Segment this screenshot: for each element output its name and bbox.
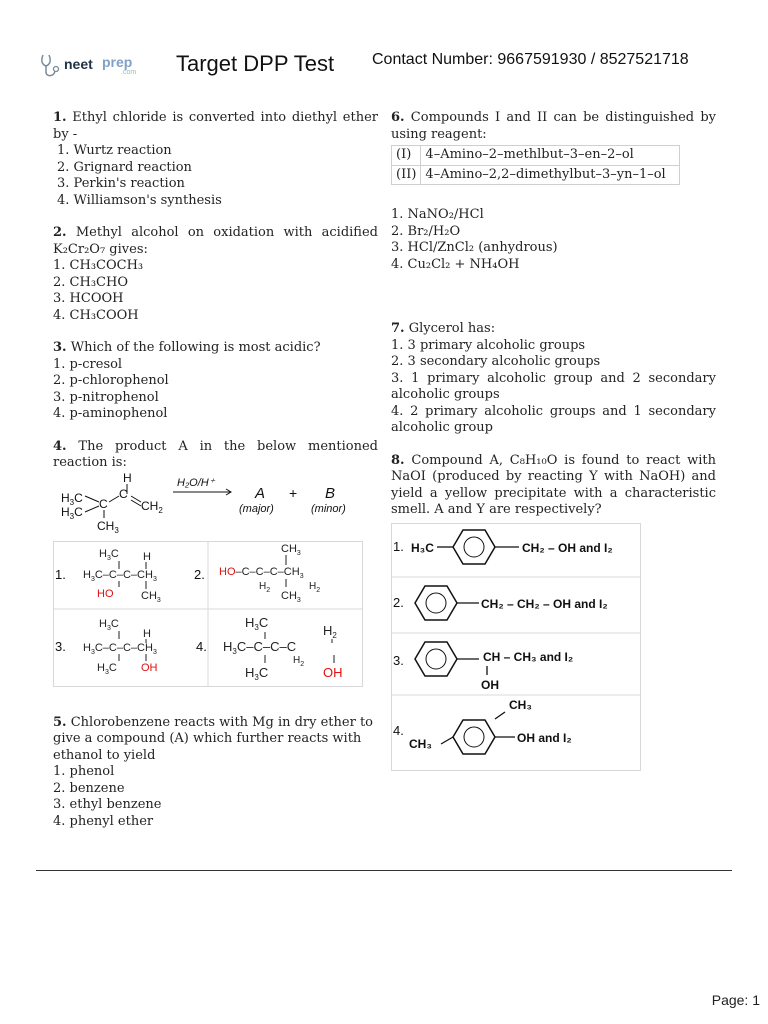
svg-text:C: C	[99, 496, 108, 511]
atom-label: H	[123, 471, 132, 485]
option-1: 1. p-cresol	[53, 356, 123, 372]
product-b-label: B	[325, 484, 336, 502]
q8-options-grid	[391, 523, 641, 771]
option-4-structure	[223, 615, 343, 682]
option-3: 3. ethyl benzene	[53, 797, 162, 812]
question-8	[391, 453, 716, 777]
benzene-ring-icon	[453, 720, 495, 754]
option-3-structure	[83, 618, 158, 676]
option-4: 4. phenyl ether	[53, 813, 154, 829]
table-cell-id: (II)	[392, 165, 421, 185]
svg-text:CH3: $CH_3$	[281, 590, 301, 604]
svg-text:CH3: $CH_3$	[141, 590, 161, 604]
svg-text:CH₃: CH₃	[509, 697, 532, 712]
svg-text:H3C: $H_3C$	[99, 548, 119, 562]
option-label: 4.	[196, 639, 207, 654]
question-4	[53, 439, 378, 693]
option-3: 3. HCl/ZnCl₂ (anhydrous)	[391, 240, 558, 255]
minor-label: (minor)	[311, 502, 346, 515]
option-2: 2. 3 secondary alcoholic groups	[391, 354, 601, 369]
page-header	[0, 0, 768, 100]
logo-prep-text: prep	[102, 54, 133, 70]
option-1: 1. CH₃COCH₃	[53, 258, 144, 273]
option-2: 2. Grignard reaction	[57, 159, 192, 175]
svg-text:H3C–C–C–C: $H_3C-C-C-C$	[223, 639, 297, 656]
option-2: 2. CH₃CHO	[53, 274, 128, 290]
svg-text:CH₃: CH₃	[409, 736, 432, 751]
option-label: 2.	[393, 594, 404, 610]
svg-text:OH: OH	[323, 665, 343, 680]
svg-text:OH: OH	[481, 677, 499, 692]
svg-text:CH₂ – OH and I₂: CH₂ – OH and I₂	[522, 540, 613, 555]
option-label: 1.	[393, 538, 404, 554]
option-1-structure	[411, 530, 613, 564]
question-1	[53, 110, 378, 209]
svg-text:H3C: $H_3C$	[245, 615, 269, 632]
option-1: 1. 3 primary alcoholic groups	[391, 337, 586, 353]
question-text: Methyl alcohol on oxidation with acidified K₂Cr₂O₇ gives:	[53, 225, 378, 257]
svg-text:CH₂ – CH₂ – OH and I₂: CH₂ – CH₂ – OH and I₂	[481, 596, 608, 611]
option-3: 3. Perkin's reaction	[57, 176, 185, 191]
svg-text:H3C: $H_3C$	[97, 662, 117, 676]
question-text: Compound A, C₈H₁₀O is found to react with NaOI (produced by reacting Y with NaOH) and yield a yellow precipitate with a characteristic smell. A and Y are respectively?	[391, 452, 716, 517]
svg-text:OH and I₂: OH and I₂	[517, 730, 572, 745]
option-2: 2. Br₂/H₂O	[391, 223, 461, 239]
svg-text:H3C: $H_3C$	[61, 490, 83, 507]
q4-options-grid	[53, 541, 363, 687]
footer-divider	[36, 870, 732, 871]
option-3: 3. HCOOH	[53, 291, 124, 306]
question-number: 4.	[53, 438, 67, 454]
option-4: 4. 2 primary alcoholic groups and 1 secondary alcoholic group	[391, 403, 716, 435]
svg-text:H3C–C–C–CH3: $H_3C-C-C-CH_3$	[83, 642, 157, 656]
question-number: 8.	[391, 452, 405, 468]
table-cell-id: (I)	[392, 146, 421, 166]
question-number: 1.	[53, 110, 67, 125]
plus-sign: +	[289, 484, 298, 501]
question-2	[53, 225, 378, 324]
reagent-label: H₂O/H⁺	[177, 476, 215, 489]
table-cell-name: 4–Amino–2,2–dimethylbut–3–yn–1–ol	[421, 165, 680, 185]
svg-text:H2: $H_2$	[259, 581, 271, 594]
question-7	[391, 321, 716, 437]
contact-number: Contact Number: 9667591930 / 8527521718	[372, 51, 689, 68]
svg-text:H3C: $H_3C$	[245, 665, 269, 682]
option-2: 2. p-chlorophenol	[53, 373, 169, 388]
svg-text:CH3: $CH_3$	[97, 518, 119, 534]
svg-text:C: C	[119, 486, 128, 501]
question-number: 3.	[53, 340, 67, 355]
option-4: 4. CH₃COOH	[53, 307, 139, 323]
table-cell-name: 4–Amino–2–methlbut–3–en–2–ol	[421, 146, 680, 166]
table-row	[392, 165, 680, 185]
svg-text:CH2: $CH_2$	[141, 498, 163, 515]
benzene-ring-icon	[415, 586, 457, 620]
alkene-structure	[61, 472, 163, 534]
svg-text:CH – CH₃ and I₂: CH – CH₃ and I₂	[483, 649, 574, 664]
question-number: 6.	[391, 110, 405, 125]
option-4-structure	[409, 698, 572, 754]
svg-text:CH3: $CH_3$	[281, 543, 301, 557]
question-text: Compounds I and II can be distinguished by using reagent:	[391, 110, 716, 142]
option-label: 3.	[55, 639, 66, 654]
option-1-structure	[83, 548, 161, 604]
question-number: 2.	[53, 225, 67, 240]
option-4: 4. Cu₂Cl₂ + NH₄OH	[391, 256, 520, 272]
option-label: 4.	[393, 722, 404, 738]
question-3	[53, 340, 378, 423]
question-text: Which of the following is most acidic?	[70, 340, 321, 355]
svg-text:H3C: $H_3C$	[61, 504, 83, 521]
product-a-label: A	[255, 484, 266, 502]
option-2: 2. benzene	[53, 780, 125, 796]
question-text: Glycerol has:	[408, 321, 496, 336]
neetprep-logo	[38, 52, 148, 80]
option-3: 3. 1 primary alcoholic group and 2 secondary alcoholic groups	[391, 370, 716, 402]
left-column	[53, 110, 378, 830]
page-title: Target DPP Test	[176, 51, 335, 76]
svg-text:H: H	[143, 628, 151, 640]
option-3: 3. p-nitrophenol	[53, 389, 159, 405]
svg-text:H₃C: H₃C	[411, 540, 434, 555]
option-2-structure	[415, 586, 608, 620]
option-4: 4. p-aminophenol	[53, 406, 168, 421]
benzene-ring-icon	[415, 642, 457, 676]
option-3-structure	[415, 642, 573, 692]
option-label: 1.	[55, 567, 66, 582]
option-1: 1. Wurtz reaction	[57, 143, 172, 158]
svg-text:H2: $H_2$	[293, 655, 305, 668]
option-label: 3.	[393, 652, 404, 668]
svg-text:H3C: $H_3C$	[99, 618, 119, 632]
option-label: 2.	[194, 567, 205, 582]
svg-text:H2: $H_2$	[309, 581, 321, 594]
svg-text:H2: $H_2$	[323, 623, 337, 640]
question-text: Chlorobenzene reacts with Mg in dry ether to give a compound (A) which further reacts with ethanol to yield	[53, 714, 373, 763]
page-number: Page: 1	[711, 992, 760, 1008]
svg-text:OH: OH	[141, 662, 158, 674]
svg-text:HO: HO	[97, 588, 114, 600]
logo-com-text: .com	[121, 69, 137, 76]
question-number: 5.	[53, 714, 67, 730]
table-row	[392, 146, 680, 166]
svg-text:H: H	[143, 551, 151, 563]
reaction-scheme	[53, 472, 378, 534]
stethoscope-icon	[38, 52, 64, 80]
question-5	[53, 715, 378, 831]
option-1: 1. phenol	[53, 764, 115, 779]
option-2-structure	[219, 543, 320, 604]
question-number: 7.	[391, 321, 405, 336]
major-label: (major)	[239, 502, 274, 515]
question-text: The product A in the below mentioned reaction is:	[53, 438, 378, 470]
compounds-table	[391, 145, 680, 185]
option-1: 1. NaNO₂/HCl	[391, 207, 484, 222]
svg-text:H3C–C–C–CH3: $H_3C-C-C-CH_3$	[83, 569, 157, 583]
option-4: 4. Williamson's synthesis	[57, 192, 222, 208]
logo-neet-text: neet	[64, 56, 93, 72]
benzene-ring-icon	[453, 530, 495, 564]
right-column	[391, 110, 716, 776]
question-6	[391, 110, 716, 273]
svg-text:HO–C–C–C–CH3: $HO-C-C-C-CH_3$	[219, 566, 304, 580]
question-text: Ethyl chloride is converted into diethyl ether by -	[53, 110, 378, 142]
